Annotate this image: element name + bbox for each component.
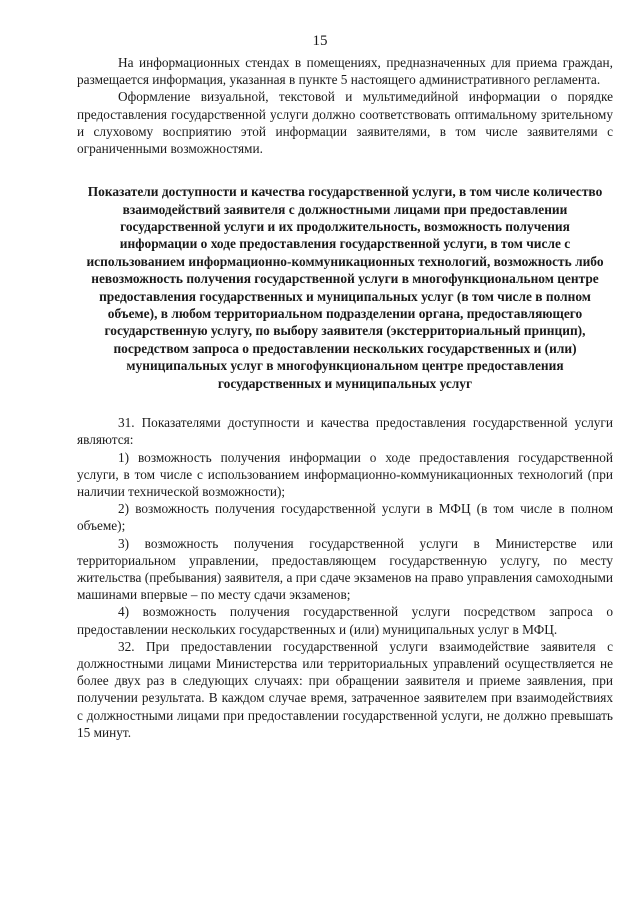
section-heading: Показатели доступности и качества государственной услуги, в том числе количество взаимодействий заявителя с должностными лицами при предоставлении государственной услуги и их продолжительность, возможность получения информации о ходе предоставления государственной услуги, в том числе с использованием информационно-коммуникационных технологий, возможность либо невозможность получения государственной услуги в многофункциональном центре предоставления государственных и муниципальных услуг (в том числе в полном объеме), в любом территориальном подразделении органа, предоставляющего государственную услугу, по выбору заявителя (экстерриториальный принцип), посредством запроса о предоставлении нескольких государственных и (или) муниципальных услуг в многофункциональном центре предоставления государственных и муниципальных услуг [86,184,604,391]
list-item-4: 4) возможность получения государственной услуги посредством запроса о предоставлении нескольких государственных и (или) муниципальных услуг в МФЦ. [77,604,613,637]
list-item-2: 2) возможность получения государственной услуги в МФЦ (в том числе в полном объеме); [77,501,613,534]
list-item-3: 3) возможность получения государственной услуги в Министерстве или территориальном управлении, предоставляющем государственную услугу, по месту жительства (пребывания) заявителя, а при сдаче экзаменов на право управления самоходными машинами впервые – по месту сдачи экзаменов; [77,535,613,603]
page-number: 15 [312,33,328,49]
page-content [77,54,613,741]
paragraph-item-32: 32. При предоставлении государственной услуги взаимодействие заявителя с должностными лицами Министерства или территориальных управлений осуществляется не более двух раз в следующих случаях: при обращении заявителя и приеме заявления, при получении результата. В каждом случае время, затраченное заявителем при взаимодействиях с должностными лицами при предоставлении государственной услуги, не должно превышать 15 минут. [77,638,613,740]
paragraph-info-stands: На информационных стендах в помещениях, предназначенных для приема граждан, размещается информация, указанная в пункте 5 настоящего административного регламента. [77,55,613,88]
list-item-1: 1) возможность получения информации о ходе предоставления государственной услуги, в том числе с использованием информационно-коммуникационных технологий (при наличии технической возможности); [77,449,613,499]
paragraph-visual-info: Оформление визуальной, текстовой и мультимедийной информации о порядке предоставления государственной услуги должно соответствовать оптимальному зрительному и слуховому восприятию этой информации заявителями, в том числе заявителями с ограниченными возможностями. [77,89,613,157]
paragraph-item-31: 31. Показателями доступности и качества предоставления государственной услуги являются: [77,415,613,448]
